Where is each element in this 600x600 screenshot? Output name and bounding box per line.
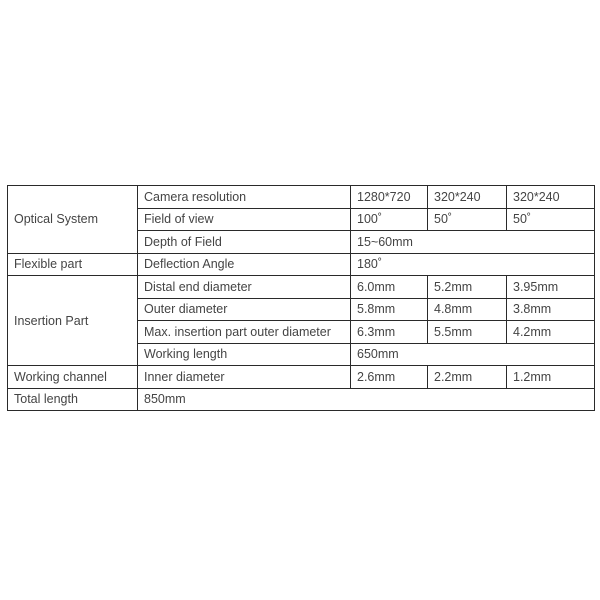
- row-label-outer-diameter: Outer diameter: [138, 298, 351, 321]
- table-cell: 320*240: [507, 186, 595, 209]
- table-row: [8, 366, 595, 389]
- row-label-working-length: Working length: [138, 343, 351, 366]
- row-label-field-of-view: Field of view: [138, 208, 351, 231]
- table-cell: 180˚: [351, 253, 595, 276]
- group-label-working-channel: Working channel: [8, 366, 138, 389]
- table-cell: 100˚: [351, 208, 428, 231]
- table-cell: 50˚: [507, 208, 595, 231]
- table-cell: 650mm: [351, 343, 595, 366]
- table-cell: 6.0mm: [351, 276, 428, 299]
- table-cell: 4.8mm: [428, 298, 507, 321]
- row-label-camera-resolution: Camera resolution: [138, 186, 351, 209]
- table-cell: 850mm: [138, 388, 595, 411]
- spec-table: [7, 185, 595, 411]
- row-label-distal-end-diameter: Distal end diameter: [138, 276, 351, 299]
- group-label-total-length: Total length: [8, 388, 138, 411]
- table-cell: 3.95mm: [507, 276, 595, 299]
- table-row: [8, 186, 595, 209]
- table-row: [8, 276, 595, 299]
- table-cell: 50˚: [428, 208, 507, 231]
- table-cell: 5.2mm: [428, 276, 507, 299]
- group-label-flexible-part: Flexible part: [8, 253, 138, 276]
- table-cell: 2.6mm: [351, 366, 428, 389]
- table-cell: 15~60mm: [351, 231, 595, 254]
- table-cell: 5.8mm: [351, 298, 428, 321]
- table-row: [8, 253, 595, 276]
- group-label-insertion-part: Insertion Part: [8, 276, 138, 366]
- table-cell: 320*240: [428, 186, 507, 209]
- table-cell: 4.2mm: [507, 321, 595, 344]
- row-label-inner-diameter: Inner diameter: [138, 366, 351, 389]
- table-cell: 5.5mm: [428, 321, 507, 344]
- table-cell: 2.2mm: [428, 366, 507, 389]
- table-cell: 1.2mm: [507, 366, 595, 389]
- group-label-optical-system: Optical System: [8, 186, 138, 254]
- row-label-depth-of-field: Depth of Field: [138, 231, 351, 254]
- row-label-deflection-angle: Deflection Angle: [138, 253, 351, 276]
- table-cell: 6.3mm: [351, 321, 428, 344]
- table-cell: 3.8mm: [507, 298, 595, 321]
- table-row: [8, 388, 595, 411]
- row-label-max-insertion-outer-diameter: Max. insertion part outer diameter: [138, 321, 351, 344]
- table-cell: 1280*720: [351, 186, 428, 209]
